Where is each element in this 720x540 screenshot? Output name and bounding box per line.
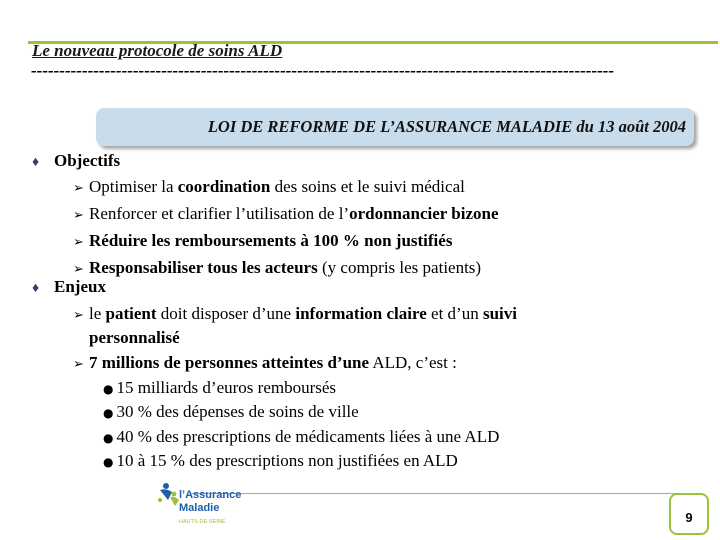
arrow-bullet-icon: ➢ [73, 208, 84, 223]
objectifs-heading: ♦ Objectifs [32, 148, 120, 175]
sub-list-item: ● 30 % des dépenses de soins de ville [103, 402, 359, 421]
list-item: ➢ 7 millions de personnes atteintes d’une ALD, c’est : [73, 350, 457, 377]
arrow-bullet-icon: ➢ [73, 357, 84, 372]
sub-list-item: ● 15 milliards d’euros remboursés [103, 378, 337, 397]
sub-list-item: ● 40 % des prescriptions de médicaments liées à une ALD [103, 427, 500, 446]
list-item: ➢ Responsabiliser tous les acteurs (y compris les patients) [73, 255, 481, 282]
list-item: ➢ le patient doit disposer d’une information claire et d’un suivi [73, 301, 517, 328]
dot-bullet-icon: ● [103, 431, 114, 445]
enjeux-heading: ♦ Enjeux [32, 274, 106, 301]
arrow-bullet-icon: ➢ [73, 181, 84, 196]
diamond-bullet-icon: ♦ [32, 155, 40, 170]
svg-text:l’Assurance: l’Assurance [179, 489, 242, 501]
law-banner [96, 108, 694, 146]
logo-figures-icon [158, 483, 179, 506]
list-item: ➢ Renforcer et clarifier l’utilisation de l’ordonnancier bizone [73, 201, 498, 228]
list-item: ➢ Réduire les remboursements à 100 % non justifiés [73, 228, 452, 255]
dot-bullet-icon: ● [103, 406, 114, 420]
arrow-bullet-icon: ➢ [73, 235, 84, 250]
footer-rule [190, 493, 695, 494]
assurance-maladie-logo [152, 476, 247, 536]
dot-bullet-icon: ● [103, 455, 114, 469]
law-banner-text: LOI DE REFORME DE L’ASSURANCE MALADIE du 13 août 2004 [207, 117, 686, 136]
list-item-continuation: personnalisé [89, 328, 180, 347]
svg-text:Maladie: Maladie [179, 502, 220, 514]
list-item: ➢ Optimiser la coordination des soins et le suivi médical [73, 174, 465, 201]
sub-list-item: ● 10 à 15 % des prescriptions non justifiées en ALD [103, 451, 458, 470]
slide-title: Le nouveau protocole de soins ALD [32, 41, 283, 60]
dot-bullet-icon: ● [103, 382, 114, 396]
dash-separator: ------------------------------------------------------------------------------------------------------- [31, 61, 615, 80]
arrow-bullet-icon: ➢ [73, 308, 84, 323]
arrow-bullet-icon: ➢ [73, 262, 84, 277]
diamond-bullet-icon: ♦ [32, 281, 40, 296]
svg-text:HAUTS-DE-SEINE: HAUTS-DE-SEINE [179, 519, 226, 525]
page-number: 9 [669, 493, 709, 535]
